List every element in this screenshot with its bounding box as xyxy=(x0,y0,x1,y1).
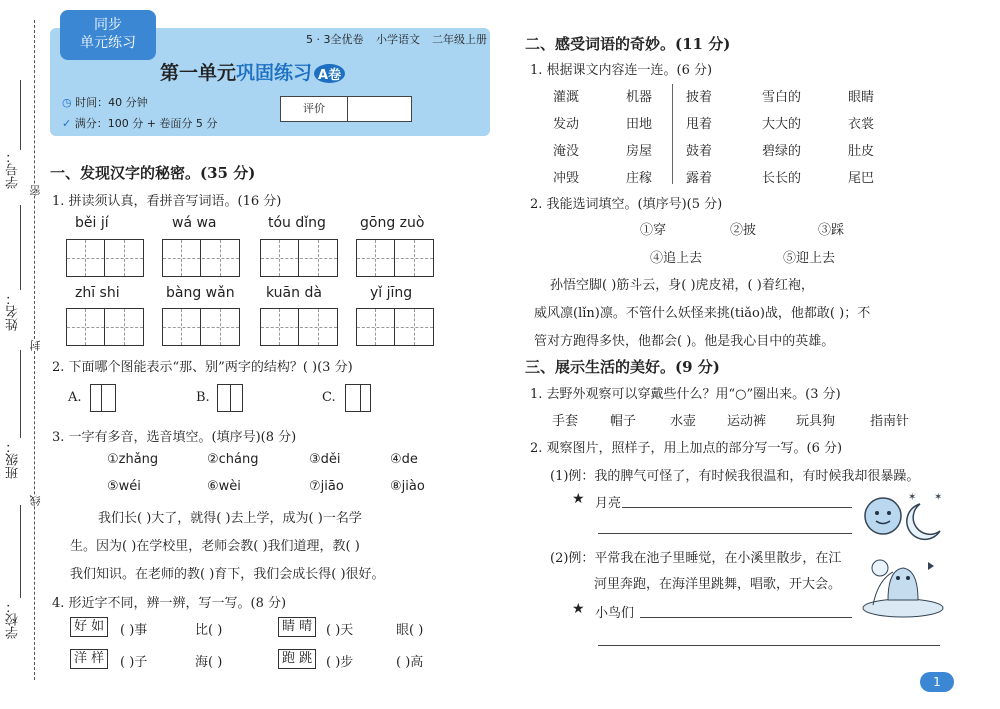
word: 发动 xyxy=(553,117,580,132)
word: 冲毁 xyxy=(553,171,580,186)
writing-grid[interactable] xyxy=(260,308,338,346)
badge-line1: 同步 xyxy=(94,17,122,33)
writing-grid[interactable] xyxy=(260,239,338,277)
q4-text: 4. 形近字不同，辨一辨，写一写。(8 分) xyxy=(52,596,287,611)
word: 尾巴 xyxy=(848,171,875,186)
section1-heading: 一、发现汉字的秘密。(35 分) xyxy=(50,164,256,182)
pinyin-option: ⑤wéi xyxy=(107,479,141,494)
gear-option[interactable]: 帽子 xyxy=(610,414,637,429)
s2-sentence-line: 孙悟空脚( )筋斗云，身( )虎皮裙，( )着红袍， xyxy=(550,278,814,293)
title-tag: A卷 xyxy=(314,64,345,83)
writing-prompt: 月亮 xyxy=(595,496,622,511)
char-pair-box: 跑 跳 xyxy=(278,649,316,669)
pinyin-option: ⑧jiào xyxy=(390,479,425,494)
word-option: ③踩 xyxy=(818,223,845,238)
name-label: 姓名： xyxy=(6,292,21,331)
pinyin-option: ⑥wèi xyxy=(207,479,241,494)
fill-blank: ( )子 xyxy=(120,655,148,670)
s2-q1-text: 1. 根据课文内容连一连。(6 分) xyxy=(530,63,713,78)
word: 肚皮 xyxy=(848,144,875,159)
class-field[interactable] xyxy=(20,350,21,438)
s2-sentence-line: 管对方跑得多快，他都会( )。他是我心目中的英雄。 xyxy=(534,334,835,349)
fill-blank: 海( ) xyxy=(195,655,223,670)
pinyin: tóu dǐng xyxy=(268,215,326,231)
school-label: 学校： xyxy=(6,600,21,639)
writing-grid[interactable] xyxy=(162,239,240,277)
writing-grid[interactable] xyxy=(66,239,144,277)
pinyin-option: ②cháng xyxy=(207,452,259,467)
writing-grid[interactable] xyxy=(162,308,240,346)
answer-line[interactable] xyxy=(622,507,852,508)
option-b-label: B. xyxy=(196,390,210,405)
svg-text:✶: ✶ xyxy=(908,492,917,503)
time-info: ◷ 时间：40 分钟 xyxy=(62,96,148,109)
word: 衣裳 xyxy=(848,117,875,132)
word-option: ⑤迎上去 xyxy=(783,251,836,266)
star-icon: ★ xyxy=(572,491,585,507)
option-b-structure[interactable] xyxy=(217,384,243,412)
word: 甩着 xyxy=(686,117,713,132)
frog-pond-illustration xyxy=(858,550,948,620)
pinyin: bàng wǎn xyxy=(166,285,235,301)
s3-q2-text: 2. 观察图片，照样子，用上加点的部分写一写。(6 分) xyxy=(530,441,843,456)
word: 大大的 xyxy=(762,117,802,132)
word-option: ④追上去 xyxy=(650,251,703,266)
svg-text:✶: ✶ xyxy=(934,492,943,503)
word: 眼睛 xyxy=(848,90,875,105)
check-icon: ✓ xyxy=(62,117,72,130)
word: 淹没 xyxy=(553,144,580,159)
q3-sentence-line: 生。因为( )在学校里，老师会教( )我们道理，教( ) xyxy=(70,539,360,554)
school-field[interactable] xyxy=(20,505,21,598)
gear-option[interactable]: 指南针 xyxy=(870,414,910,429)
q1-text: 1. 拼读须认真，看拼音写词语。(16 分) xyxy=(52,194,282,209)
word: 碧绿的 xyxy=(762,144,802,159)
answer-line[interactable] xyxy=(598,645,940,646)
word: 灌溉 xyxy=(553,90,580,105)
pinyin-option: ④de xyxy=(390,452,418,467)
q3-sentence-line: 我们长( )大了，就得( )去上学，成为( )一名学 xyxy=(98,511,362,526)
s3-q1-text: 1. 去野外观察可以穿戴些什么？用“○”圈出来。(3 分) xyxy=(530,387,841,402)
writing-grid[interactable] xyxy=(66,308,144,346)
word: 雪白的 xyxy=(762,90,802,105)
gear-option[interactable]: 手套 xyxy=(552,414,579,429)
pinyin: wá wa xyxy=(172,215,217,231)
subject: 小学语文 xyxy=(376,33,420,46)
word: 机器 xyxy=(626,90,653,105)
series-name: 5 · 3全优卷 xyxy=(306,33,364,46)
option-c-structure[interactable] xyxy=(345,384,371,412)
pinyin: yǐ jīng xyxy=(370,285,413,301)
writing-prompt: 小鸟们 xyxy=(595,606,635,621)
pinyin-option: ⑦jiāo xyxy=(309,479,344,494)
q3-text: 3. 一字有多音，选音填空。(填序号)(8 分) xyxy=(52,430,297,445)
page-number: 1 xyxy=(920,672,954,692)
word-option: ②披 xyxy=(730,223,757,238)
s2-sentence-line: 威风凛(lǐn)凛。不管什么妖怪来挑(tiǎo)战，他都敢( )；不 xyxy=(534,306,871,321)
s2-q2-text: 2. 我能选词填空。(填序号)(5 分) xyxy=(530,197,723,212)
score-info: ✓ 满分：100 分 + 卷面分 5 分 xyxy=(62,117,218,130)
example-sentence: 河里奔跑，在海洋里跳舞，唱歌，开大会。 xyxy=(594,577,842,592)
pinyin: kuān dà xyxy=(266,285,322,301)
eval-label: 评价 xyxy=(281,97,348,121)
word: 房屋 xyxy=(626,144,653,159)
pinyin: zhī shi xyxy=(75,285,120,301)
fill-blank: 比( ) xyxy=(195,623,223,638)
pinyin: gōng zuò xyxy=(360,215,425,231)
section3-heading: 三、展示生活的美好。(9 分) xyxy=(525,358,720,376)
fill-blank: ( )天 xyxy=(326,623,354,638)
cut-mark: 密 xyxy=(29,185,42,196)
rocket-icon: ➶ xyxy=(140,10,156,31)
option-a-label: A. xyxy=(68,390,82,405)
class-label: 班级： xyxy=(6,440,21,479)
word: 鼓着 xyxy=(686,144,713,159)
clock-icon: ◷ xyxy=(62,96,72,109)
gear-option[interactable]: 水壶 xyxy=(670,414,697,429)
word-option: ①穿 xyxy=(640,223,667,238)
example-sentence: (1)例：我的脾气可怪了，有时候我很温和，有时候我却很暴躁。 xyxy=(550,469,920,484)
fill-blank: ( )事 xyxy=(120,623,148,638)
word: 田地 xyxy=(626,117,653,132)
writing-grid[interactable] xyxy=(356,239,434,277)
pinyin-option: ③děi xyxy=(309,452,341,467)
word: 披着 xyxy=(686,90,713,105)
cut-mark: 线 xyxy=(29,495,42,506)
fill-blank: ( )步 xyxy=(326,655,354,670)
option-c-label: C. xyxy=(322,390,336,405)
badge-line2: 单元练习 xyxy=(80,35,136,51)
fill-blank: ( )高 xyxy=(396,655,424,670)
writing-grid[interactable] xyxy=(356,308,434,346)
grade: 二年级上册 xyxy=(432,33,487,46)
char-pair-box: 洋 样 xyxy=(70,649,108,669)
student-no-field[interactable] xyxy=(20,80,21,150)
answer-line[interactable] xyxy=(598,533,852,534)
example-sentence: (2)例：平常我在池子里睡觉，在小溪里散步，在江 xyxy=(550,551,842,566)
option-a-structure[interactable] xyxy=(90,384,116,412)
word: 长长的 xyxy=(762,171,802,186)
char-pair-box: 好 如 xyxy=(70,617,108,637)
char-pair-box: 睛 晴 xyxy=(278,617,316,637)
evaluation-field[interactable] xyxy=(347,97,409,121)
cut-mark: 封 xyxy=(29,340,42,351)
name-field[interactable] xyxy=(20,205,21,290)
star-icon: ★ xyxy=(572,601,585,617)
q3-sentence-line: 我们知识。在老师的教( )育下，我们会成长得( )很好。 xyxy=(70,567,385,582)
q2-text: 2. 下面哪个图能表示“那、别”两字的结构？( )(3 分) xyxy=(52,360,353,375)
word: 露着 xyxy=(686,171,713,186)
word: 庄稼 xyxy=(626,171,653,186)
answer-line[interactable] xyxy=(640,617,852,618)
pinyin: běi jí xyxy=(75,215,109,231)
moon-illustration xyxy=(858,486,948,546)
gear-option[interactable]: 运动裤 xyxy=(727,414,767,429)
page-title: 第一单元巩固练习 A卷 xyxy=(160,58,345,85)
gear-option[interactable]: 玩具狗 xyxy=(796,414,836,429)
pinyin-option: ①zhǎng xyxy=(107,452,159,467)
section2-heading: 二、感受词语的奇妙。(11 分) xyxy=(525,35,731,53)
column-divider xyxy=(672,84,673,184)
student-no-label: 学号： xyxy=(6,150,21,189)
fill-blank: 眼( ) xyxy=(396,623,424,638)
